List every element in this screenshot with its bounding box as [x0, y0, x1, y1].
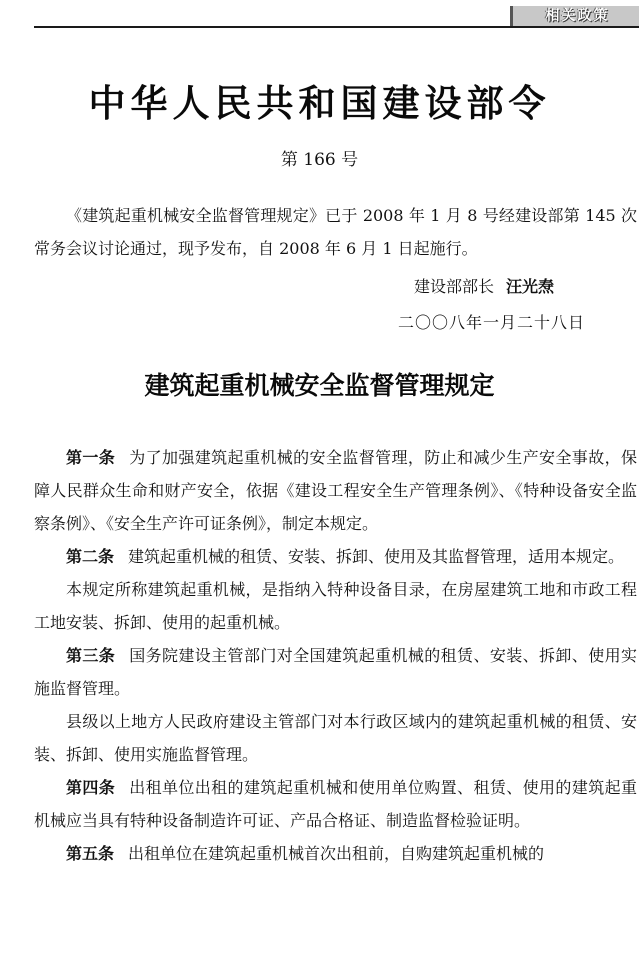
regulation-body: [34, 441, 637, 870]
article-text: 县级以上地方人民政府建设主管部门对本行政区域内的建筑起重机械的租赁、安装、拆卸、使用实施监督管理。: [34, 712, 637, 764]
header-rule: [34, 26, 639, 28]
article-label: 第二条: [66, 547, 115, 566]
article-label: 第一条: [66, 448, 116, 467]
article-text: 为了加强建筑起重机械的安全监督管理，防止和减少生产安全事故，保障人民群众生命和财产安全，依据《建设工程安全生产管理条例》、《特种设备安全监察条例》、《安全生产许可证条例》，制定本规定。: [34, 448, 637, 533]
article-label: 第五条: [66, 844, 115, 863]
article-paragraph: [34, 540, 637, 573]
article-paragraph: [34, 837, 637, 870]
article-paragraph: [34, 441, 637, 540]
article-text: 国务院建设主管部门对全国建筑起重机械的租赁、安装、拆卸、使用实施监督管理。: [34, 646, 637, 698]
order-number: 第 166 号: [280, 150, 359, 170]
article-label: 第四条: [66, 778, 116, 797]
decree-text: 《建筑起重机械安全监督管理规定》已于 2008 年 1 月 8 号经建设部第 145 次常务会议讨论通过，现予发布，自 2008 年 6 月 1 日起施行。: [34, 206, 637, 258]
section-label: 相关政策: [510, 6, 639, 26]
signatory-title: 建设部部长: [414, 277, 495, 296]
signatory-name: 汪光焘: [506, 277, 555, 296]
regulation-title: 建筑起重机械安全监督管理规定: [144, 371, 495, 400]
signature-line: [414, 275, 554, 299]
article-text: 本规定所称建筑起重机械，是指纳入特种设备目录，在房屋建筑工地和市政工程工地安装、拆卸、使用的起重机械。: [34, 580, 637, 632]
article-text: 出租单位在建筑起重机械首次出租前，自购建筑起重机械的: [128, 844, 545, 863]
article-label: 第三条: [66, 646, 116, 665]
article-paragraph: [34, 639, 637, 705]
article-paragraph: [34, 771, 637, 837]
decree-title: 中华人民共和国建设部令: [88, 82, 551, 125]
article-paragraph: [34, 573, 637, 639]
decree-body: [34, 199, 637, 265]
decree-date: 二〇〇八年一月二十八日: [398, 313, 586, 332]
article-paragraph: [34, 705, 637, 771]
article-text: 建筑起重机械的租赁、安装、拆卸、使用及其监督管理，适用本规定。: [128, 547, 625, 566]
article-text: 出租单位出租的建筑起重机械和使用单位购置、租赁、使用的建筑起重机械应当具有特种设备制造许可证、产品合格证、制造监督检验证明。: [34, 778, 637, 830]
